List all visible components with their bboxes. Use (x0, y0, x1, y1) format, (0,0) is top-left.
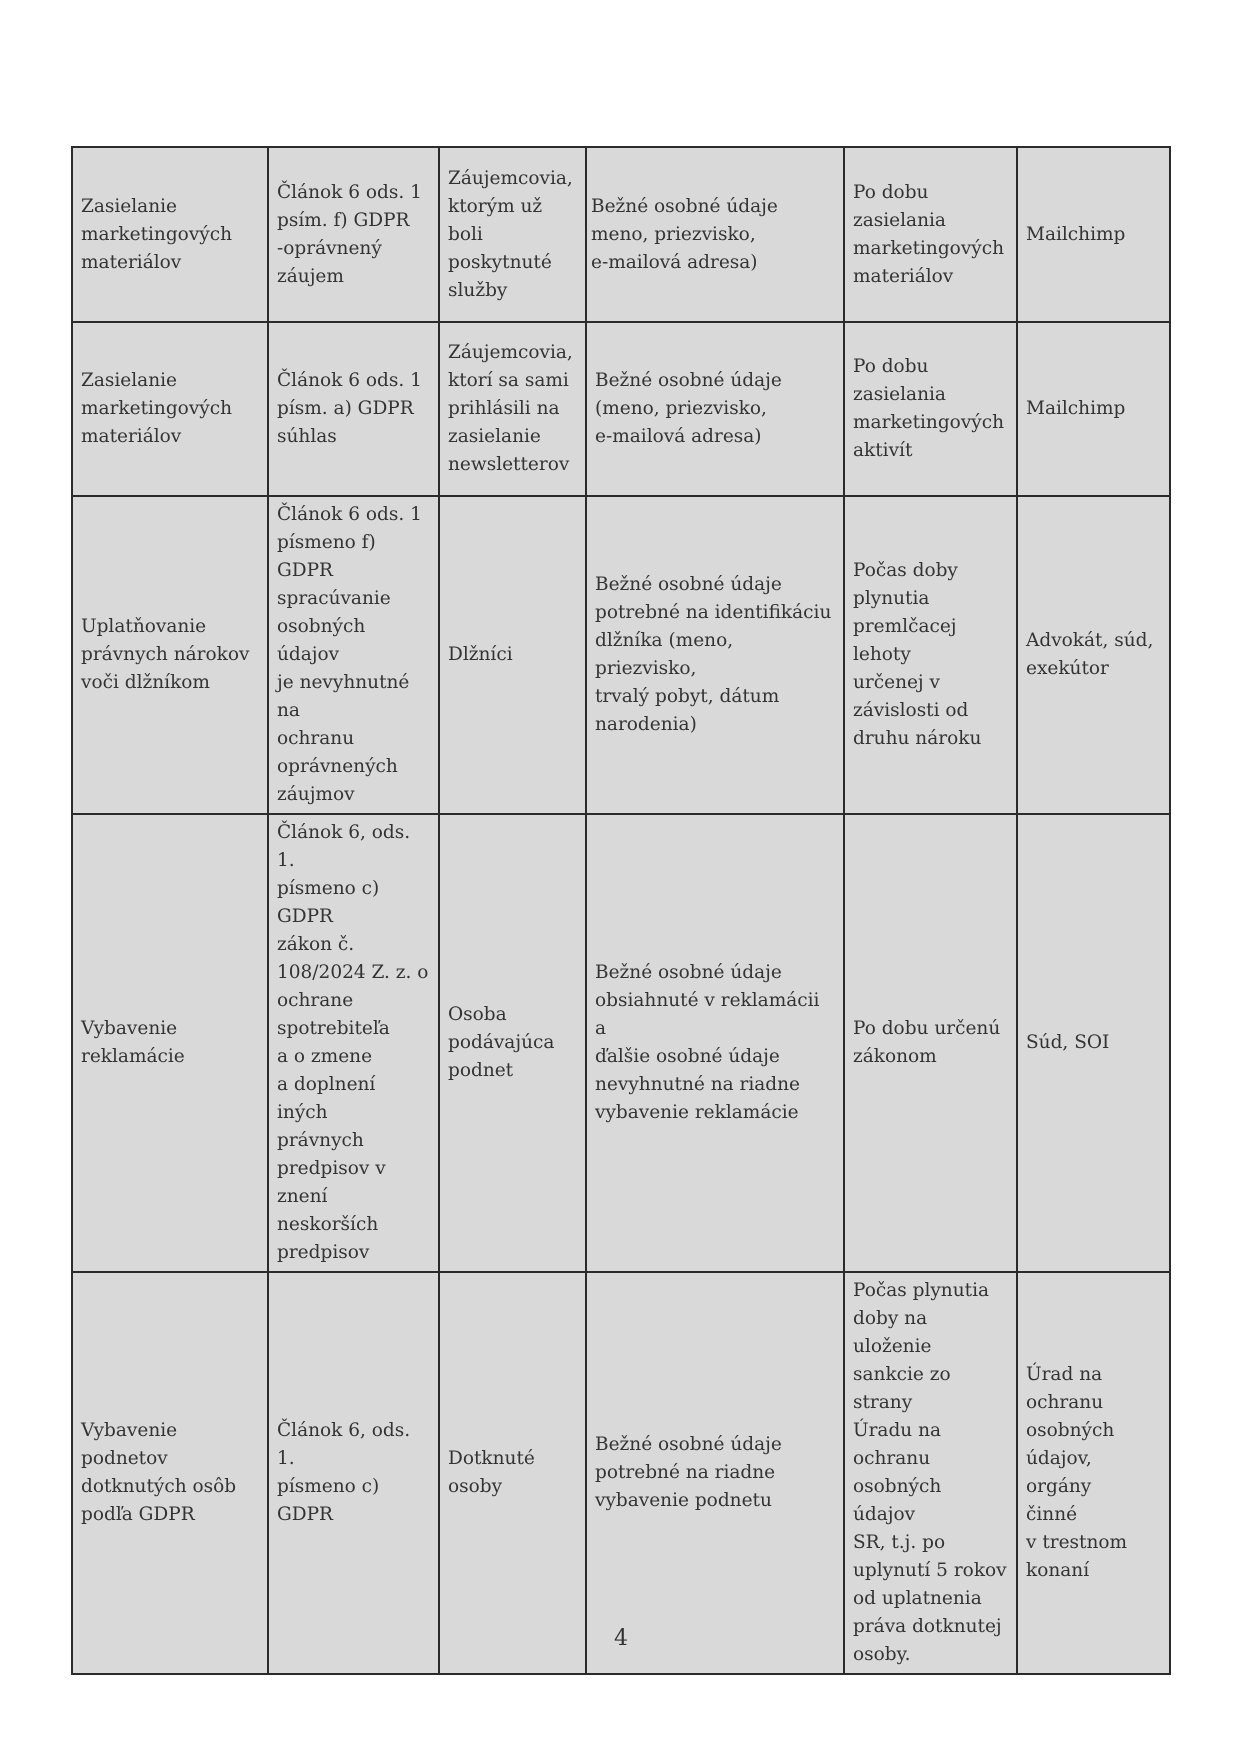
personal-data-cell: Bežné osobné údaje potrebné na identifikáciu dlžníka (meno, priezvisko, trvalý pobyt, dátum narodenia) (586, 496, 844, 814)
data-subjects-cell: Dlžníci (439, 496, 586, 814)
recipients-cell: Mailchimp (1017, 322, 1170, 496)
personal-data-cell: Bežné osobné údaje meno, priezvisko, e-mailová adresa) (586, 147, 844, 322)
legal-basis-cell: Článok 6, ods. 1. písmeno c) GDPR (268, 1272, 439, 1674)
personal-data-cell: Bežné osobné údaje potrebné na riadne vybavenie podnetu (586, 1272, 844, 1674)
data-subjects-cell: Dotknuté osoby (439, 1272, 586, 1674)
retention-cell: Počas plynutia doby na uloženie sankcie zo strany Úradu na ochranu osobných údajov SR, t.j. po uplynutí 5 rokov od uplatnenia práva dotknutej osoby. (844, 1272, 1017, 1674)
recipients-cell: Mailchimp (1017, 147, 1170, 322)
retention-cell: Po dobu zasielania marketingových aktivít (844, 322, 1017, 496)
legal-basis-cell: Článok 6 ods. 1 písm. a) GDPR súhlas (268, 322, 439, 496)
retention-cell: Počas doby plynutia premlčacej lehoty určenej v závislosti od druhu nároku (844, 496, 1017, 814)
purpose-cell: Vybavenie reklamácie (72, 814, 268, 1272)
legal-basis-cell: Článok 6 ods. 1 psím. f) GDPR -oprávnený záujem (268, 147, 439, 322)
table-row (72, 814, 1170, 1272)
data-subjects-cell: Záujemcovia, ktorí sa sami prihlásili na zasielanie newsletterov (439, 322, 586, 496)
purpose-cell: Zasielanie marketingových materiálov (72, 322, 268, 496)
data-subjects-cell: Osoba podávajúca podnet (439, 814, 586, 1272)
data-subjects-cell: Záujemcovia, ktorým už boli poskytnuté služby (439, 147, 586, 322)
recipients-cell: Úrad na ochranu osobných údajov, orgány činné v trestnom konaní (1017, 1272, 1170, 1674)
purpose-cell: Vybavenie podnetov dotknutých osôb podľa GDPR (72, 1272, 268, 1674)
purpose-cell: Uplatňovanie právnych nárokov voči dlžníkom (72, 496, 268, 814)
personal-data-cell: Bežné osobné údaje (meno, priezvisko, e-mailová adresa) (586, 322, 844, 496)
legal-basis-cell: Článok 6, ods. 1. písmeno c) GDPR zákon č. 108/2024 Z. z. o ochrane spotrebiteľa a o zmene a doplnení iných právnych predpisov v znení neskorších predpisov (268, 814, 439, 1272)
table-row (72, 322, 1170, 496)
legal-basis-cell: Článok 6 ods. 1 písmeno f) GDPR spracúvanie osobných údajov je nevyhnutné na ochranu oprávnených záujmov (268, 496, 439, 814)
table-row (72, 496, 1170, 814)
page-number: 4 (614, 1626, 628, 1651)
purpose-cell: Zasielanie marketingových materiálov (72, 147, 268, 322)
retention-cell: Po dobu určenú zákonom (844, 814, 1017, 1272)
personal-data-cell: Bežné osobné údaje obsiahnuté v reklamácii a ďalšie osobné údaje nevyhnutné na riadne vybavenie reklamácie (586, 814, 844, 1272)
recipients-cell: Súd, SOI (1017, 814, 1170, 1272)
table-row (72, 147, 1170, 322)
retention-cell: Po dobu zasielania marketingových materiálov (844, 147, 1017, 322)
table-row (72, 1272, 1170, 1674)
processing-activities-table (71, 146, 1171, 1675)
recipients-cell: Advokát, súd, exekútor (1017, 496, 1170, 814)
